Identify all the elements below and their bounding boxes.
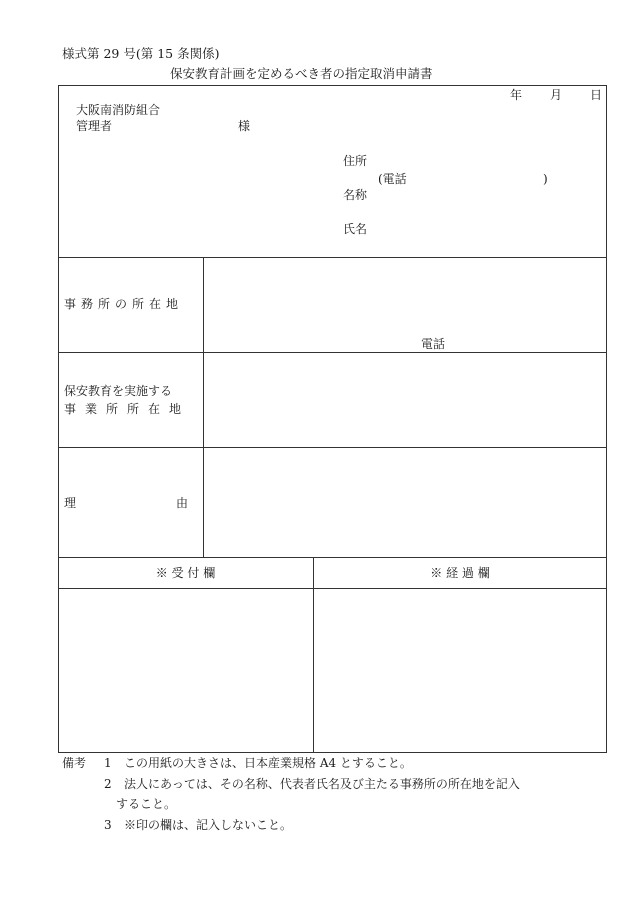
notes-heading: 備考	[62, 756, 87, 770]
progress-column-header: ※ 経 過 欄	[430, 566, 490, 580]
addressee-role: 管理者	[76, 119, 113, 133]
receipt-column-header: ※ 受 付 欄	[155, 566, 216, 580]
document-title: 保安教育計画を定めるべき者の指定取消申請書	[170, 66, 433, 81]
addressee-organization: 大阪南消防組合	[76, 103, 161, 117]
form-number: 様式第 29 号(第 15 条関係)	[62, 46, 220, 61]
honorific: 様	[238, 119, 251, 133]
reason-label-left: 理	[64, 496, 77, 510]
phone-close-paren: )	[543, 172, 548, 186]
note-2-number: 2	[104, 777, 112, 791]
office-phone-label: 電話	[421, 337, 446, 351]
day-label: 日	[590, 88, 603, 102]
note-1-number: 1	[104, 756, 112, 770]
name-label: 名称	[343, 188, 368, 202]
note-1-text: この用紙の大きさは、日本産業規格 A4 とすること。	[124, 756, 412, 770]
address-label: 住所	[343, 154, 368, 168]
person-name-label: 氏名	[343, 222, 368, 236]
site-label-line1: 保安教育を実施する	[64, 384, 173, 398]
year-label: 年	[510, 88, 523, 102]
phone-label: (電話	[378, 172, 407, 186]
month-label: 月	[550, 88, 563, 102]
site-label-line2: 事業所所在地	[64, 402, 191, 416]
note-2-continuation: すること。	[116, 797, 177, 811]
note-3-number: 3	[104, 818, 112, 832]
note-3-text: ※印の欄は、記入しないこと。	[124, 818, 293, 832]
reason-label-right: 由	[176, 496, 189, 510]
office-location-label: 事務所の所在地	[64, 297, 184, 311]
note-2-text: 法人にあっては、その名称、代表者氏名及び主たる事務所の所在地を記入	[124, 777, 520, 791]
